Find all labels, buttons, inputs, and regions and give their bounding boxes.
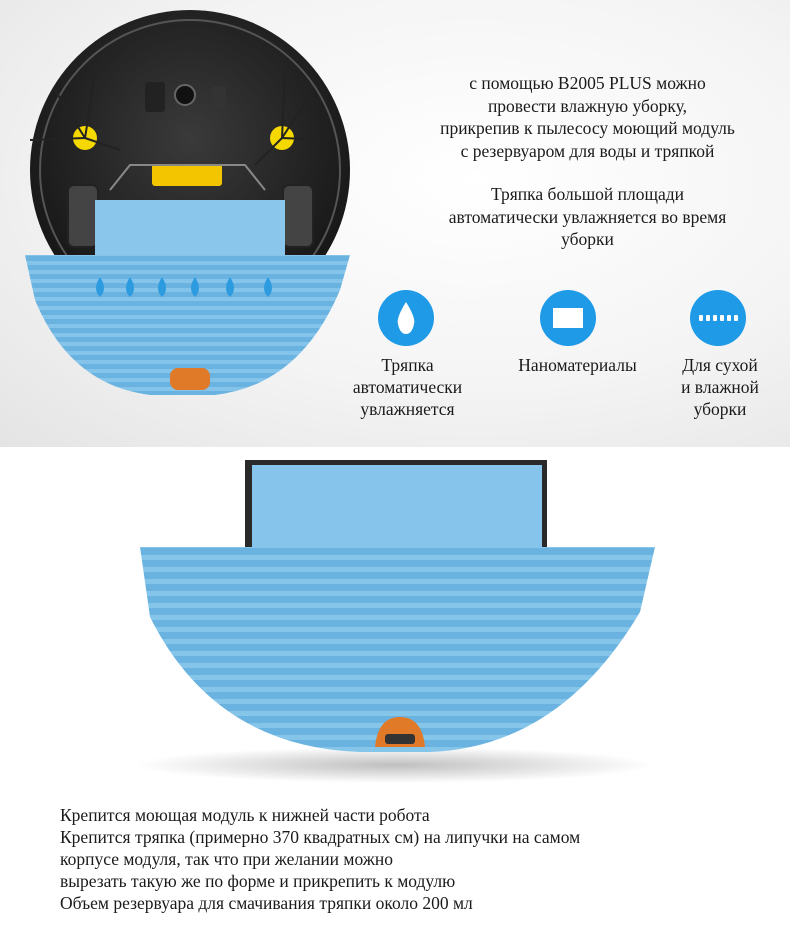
left-wheel [68, 185, 98, 247]
cloth-line: автоматически увлажняется во время [448, 206, 727, 227]
water-drop-icon [378, 290, 434, 346]
cloth-paragraph [400, 183, 775, 251]
intro-paragraph [400, 72, 775, 162]
right-wheel [283, 185, 313, 247]
yellow-button [152, 164, 222, 186]
feature-label-auto-moisten [330, 354, 485, 420]
mop-module-illustration [0, 447, 790, 792]
mop-tank [95, 200, 285, 260]
feature-label-line: и влажной [681, 377, 759, 397]
intro-line: прикрепив к пылесосу моющий модуль [440, 118, 735, 138]
description-line: корпусе модуля, так что при желании можно [60, 849, 393, 869]
feature-label-line: Наноматериалы [518, 355, 637, 375]
description-block [60, 804, 780, 914]
cloth-line: Тряпка большой площади [490, 184, 685, 204]
description-line: Объем резервуара для смачивания тряпки около 200 мл [60, 893, 473, 913]
intro-line: с помощью B2005 PLUS можно [469, 73, 706, 93]
intro-line: с резервуаром для воды и тряпкой [460, 140, 715, 161]
description-line: вырезать такую же по форме и прикрепить к модулю [60, 871, 456, 891]
feature-label-nanomaterials [495, 354, 660, 376]
description-line: Крепится тряпка (примерно 370 квадратных см) на липучки на самом [60, 827, 581, 847]
intro-line: провести влажную уборку, [487, 95, 688, 116]
feature-label-line: автоматически [352, 377, 463, 397]
feature-label-line: Тряпка [381, 355, 434, 375]
description-line: Крепится моющая модуль к нижней части робота [60, 805, 430, 825]
dotted-line-icon [690, 290, 746, 346]
feature-label-line: уборки [693, 399, 747, 419]
cloth-line: уборки [561, 229, 614, 249]
rectangle-icon [540, 290, 596, 346]
top-banner [0, 0, 790, 447]
feature-label-line: Для сухой [682, 355, 758, 375]
feature-label-dry-wet [660, 354, 780, 420]
feature-label-line: увлажняется [360, 399, 455, 419]
